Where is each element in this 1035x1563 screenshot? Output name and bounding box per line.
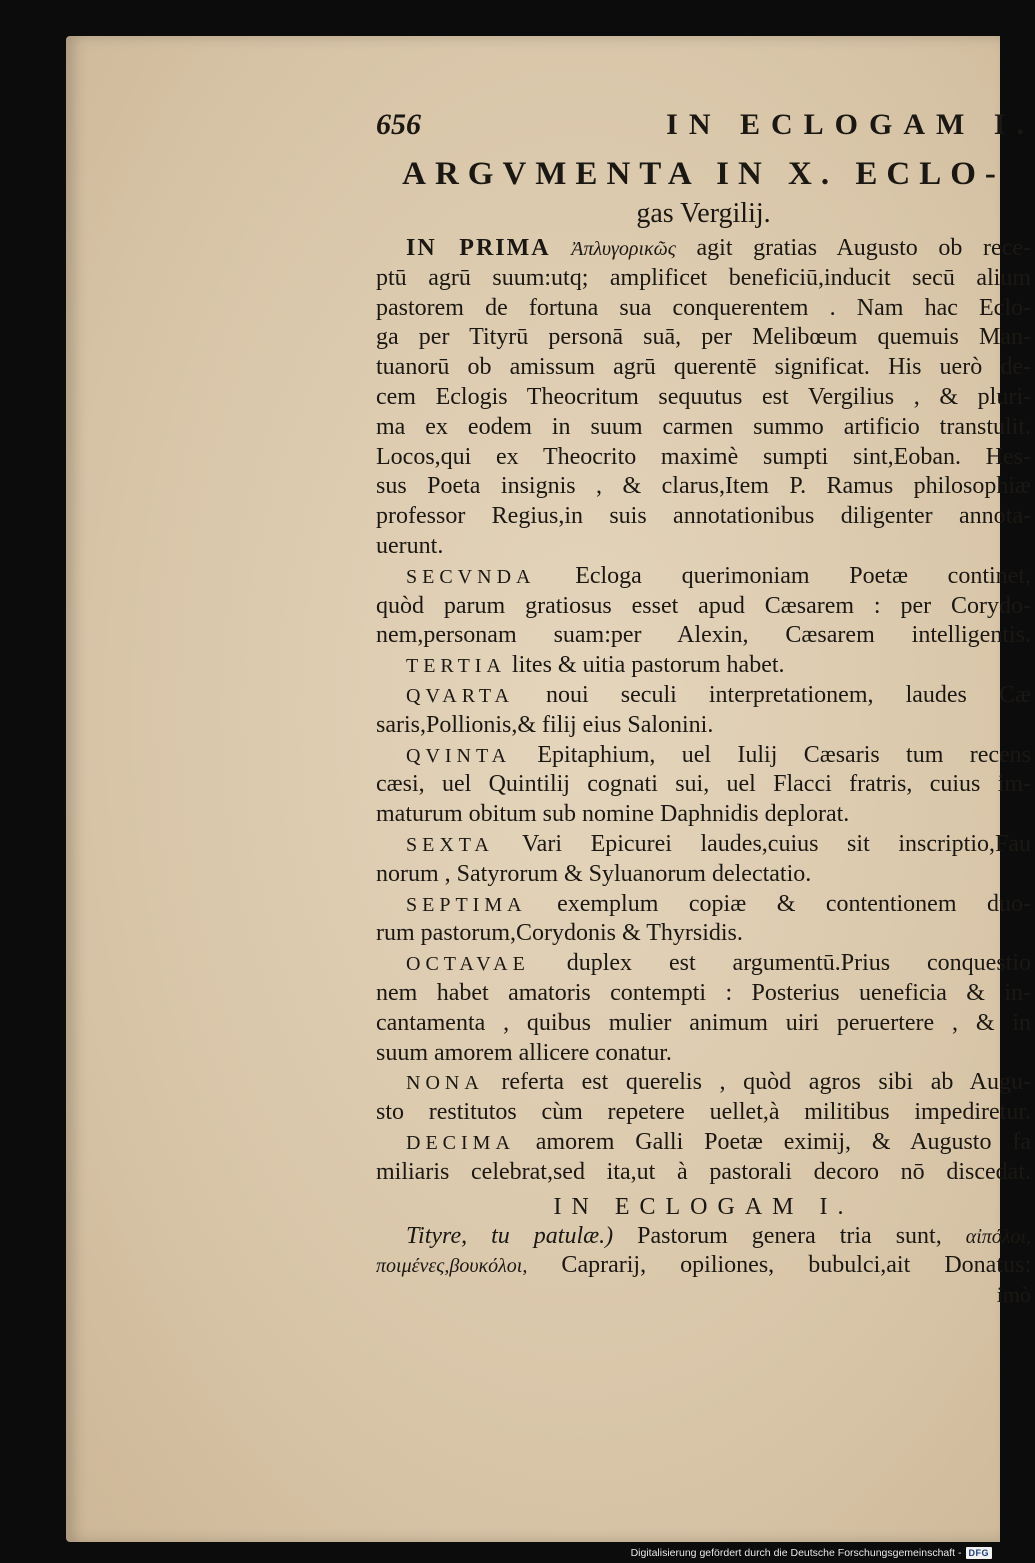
text-line bbox=[376, 949, 1031, 979]
text-line bbox=[376, 1251, 1031, 1281]
book-page bbox=[66, 36, 1035, 1542]
line-text: noui seculi interpretationem, laudes Cæ bbox=[513, 681, 1031, 708]
line-text: Epitaphium, uel Iulij Cæsaris tum recens bbox=[511, 741, 1031, 768]
text-line: ga per Tityrū personā suā, per Melibœum quemuis Man- bbox=[376, 324, 1031, 351]
greek-word: Ἀπλυγορικῶς bbox=[571, 238, 676, 260]
text-line: miliaris celebrat,sed ita,ut à pastorali decoro nō discedat. bbox=[376, 1158, 1031, 1185]
text-line: cem Eclogis Theocritum sequutus est Vergilius , & pluri- bbox=[376, 383, 1031, 410]
line-text: Caprarij, opiliones, bubulci,ait Donatus: bbox=[527, 1252, 1031, 1279]
text-line: maturum obitum sub nomine Daphnidis deplorat. bbox=[376, 801, 850, 828]
text-line bbox=[376, 1068, 1031, 1098]
text-line: suum amorem allicere conatur. bbox=[376, 1039, 672, 1066]
line-text: Pastorum genera tria sunt, bbox=[613, 1222, 966, 1249]
text-line: sus Poeta insignis , & clarus,Item P. Ramus philosophiæ bbox=[376, 473, 1031, 500]
text-line: rum pastorum,Corydonis & Thyrsidis. bbox=[376, 920, 743, 947]
text-line: ma ex eodem in suum carmen summo artificio transtulit. bbox=[376, 413, 1031, 440]
argument-title: ARGVMENTA IN X. ECLO- bbox=[402, 156, 1005, 192]
text-line: cæsi, uel Quintilij cognati sui, uel Flacci fratris, cuius im- bbox=[376, 771, 1031, 798]
line-text: lites & uitia pastorum habet. bbox=[505, 652, 785, 679]
line-text: amorem Galli Poetæ eximij, & Augusto fa bbox=[514, 1128, 1031, 1155]
lead-word: QVINTA bbox=[406, 744, 512, 767]
text-line: quòd parum gratiosus esset apud Cæsarem : per Corydo- bbox=[376, 592, 1031, 619]
text-line: cantamenta , quibus mulier animum uiri peruertere , & in bbox=[376, 1009, 1031, 1036]
line-text: agit gratias Augusto ob rece- bbox=[675, 235, 1032, 261]
line-text: duplex est argumentū.Prius conquestio bbox=[529, 950, 1031, 977]
lead-word: TERTIA bbox=[406, 655, 506, 678]
line-text: referta est querelis , quòd agros sibi ab Augu- bbox=[483, 1069, 1031, 1096]
line-text: exemplum copiæ & contentionem duo- bbox=[526, 890, 1031, 917]
text-line bbox=[376, 562, 1031, 592]
text-line: ptū agrū suum:utq; amplificet beneficiū,inducit secū alium bbox=[376, 264, 1031, 291]
section-title: IN ECLOGAM I. bbox=[553, 1193, 854, 1220]
greek-word: αἰπόλοι, bbox=[965, 1225, 1031, 1248]
text-line bbox=[376, 741, 1031, 771]
text-line bbox=[376, 890, 1031, 920]
funding-text: Digitalisierung gefördert durch die Deutsche Forschungsgemeinschaft - bbox=[630, 1547, 962, 1559]
lead-word: SEPTIMA bbox=[406, 893, 527, 916]
dfg-logo: DFG bbox=[966, 1547, 993, 1559]
text-line bbox=[376, 681, 1031, 711]
text-line: sto restitutos cùm repetere uellet,à militibus impediretur. bbox=[376, 1099, 1031, 1126]
text-block bbox=[376, 108, 1035, 1309]
lead-word: SECVNDA bbox=[406, 565, 536, 588]
text-line bbox=[376, 651, 1031, 681]
text-line: nem habet amatoris contempti : Posterius ueneficia & in- bbox=[376, 979, 1031, 1006]
text-line bbox=[376, 830, 1031, 860]
text-line: Locos,qui ex Theocrito maximè sumpti sint,Eoban. Hes- bbox=[376, 443, 1031, 470]
text-line: nem,personam suam:per Alexin, Cæsarem intelligentis. bbox=[376, 622, 1031, 649]
lead-word: OCTAVAE bbox=[406, 953, 530, 976]
text-line: pastorem de fortuna sua conquerentem . Nam hac Eclo- bbox=[376, 294, 1031, 321]
running-header bbox=[376, 108, 1035, 148]
text-line: saris,Pollionis,& filij eius Salonini. bbox=[376, 711, 714, 738]
line-text: Vari Epicurei laudes,cuius sit inscriptio,Fau bbox=[493, 830, 1031, 857]
running-title: IN ECLOGAM I. bbox=[666, 108, 1035, 141]
argument-subtitle: gas Vergilij. bbox=[636, 198, 771, 229]
lead-word: QVARTA bbox=[406, 684, 514, 707]
lead-word: IN PRIMA bbox=[406, 235, 551, 261]
funding-footer bbox=[631, 1547, 992, 1559]
greek-word: ποιμένες,βουκόλοι, bbox=[376, 1255, 528, 1278]
text-line bbox=[376, 1222, 1031, 1252]
text-line bbox=[376, 1128, 1031, 1158]
catchword: imò bbox=[996, 1282, 1031, 1308]
lemma: Tityre, tu patulæ.) bbox=[406, 1222, 614, 1249]
text-line: tuanorū ob amissum agrū querentē significat. His uerò de- bbox=[376, 354, 1031, 381]
text-line bbox=[376, 234, 1031, 264]
text-line: professor Regius,in suis annotationibus diligenter annota- bbox=[376, 503, 1031, 530]
lead-word: NONA bbox=[406, 1072, 484, 1095]
page-number: 656 bbox=[376, 108, 421, 141]
text-line: uerunt. bbox=[376, 532, 444, 559]
line-text: Ecloga querimoniam Poetæ continet, bbox=[535, 562, 1031, 589]
text-line: norum , Satyrorum & Syluanorum delectatio. bbox=[376, 860, 812, 887]
lead-word: DECIMA bbox=[406, 1131, 515, 1154]
lead-word: SEXTA bbox=[406, 833, 494, 856]
